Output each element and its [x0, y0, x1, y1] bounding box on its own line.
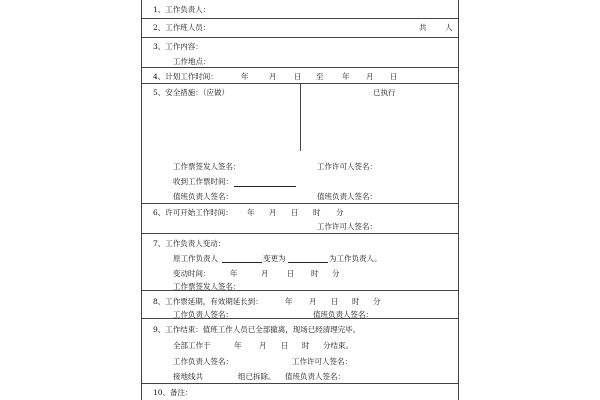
original-leader-label: 原工作负责人: [173, 254, 218, 263]
month-unit: 月: [261, 269, 269, 278]
year-unit: 年: [342, 72, 350, 81]
duty-sign-label: 值班负责人签名：: [285, 372, 345, 381]
minute-unit: 分结束。: [323, 341, 353, 350]
work-ticket-form: [141, 0, 459, 400]
minute-unit: 分: [336, 208, 344, 217]
hour-unit: 时: [311, 269, 319, 278]
crew-total-suffix: 人: [445, 23, 453, 32]
row-divider: [142, 18, 458, 19]
row-divider: [142, 67, 458, 68]
work-crew-label: 2、工作班人员：: [153, 23, 211, 32]
duty-sign-label: 值班负责人签名：: [313, 310, 373, 319]
hour-unit: 时: [313, 208, 321, 217]
received-time-line: [234, 186, 296, 187]
issuer-sign-label: 工作票签发人签名：: [173, 162, 241, 171]
extension-label: 8、工作票延期，有效期延长到：: [153, 297, 263, 306]
work-end-label: 9、工作结束：值班工作人员已全部撤离，现场已经清理完毕。: [153, 325, 361, 334]
year-unit: 年: [234, 341, 242, 350]
month-unit: 月: [309, 297, 317, 306]
minute-unit: 分: [373, 297, 381, 306]
safety-measures-label: 5、安全措施：（应做）: [153, 88, 230, 97]
work-content-label: 3、工作内容：: [153, 42, 203, 51]
year-unit: 年: [230, 269, 238, 278]
year-unit: 年: [285, 297, 293, 306]
day-unit: 日: [287, 269, 295, 278]
column-divider: [300, 83, 301, 151]
permit-start-label: 6、许可开始工作时间：: [153, 208, 233, 217]
ground-wire-prefix: 接地线共: [173, 372, 203, 381]
year-unit: 年: [247, 208, 255, 217]
minute-unit: 分: [332, 269, 340, 278]
leader-sign-label: 工作负责人签名：: [173, 310, 233, 319]
crew-total-prefix: 共: [419, 23, 427, 32]
day-unit: 日: [390, 72, 398, 81]
duty-sign-right-label: 值班负责人签名：: [317, 192, 377, 201]
change-time-label: 变动时间：: [173, 269, 211, 278]
to-label: 至: [316, 72, 324, 81]
year-unit: 年: [241, 72, 249, 81]
duty-sign-left-label: 值班负责人签名：: [173, 192, 233, 201]
hour-unit: 时: [302, 341, 310, 350]
new-leader-line: [288, 262, 328, 263]
leader-change-label: 7、工作负责人变动：: [153, 239, 226, 248]
month-unit: 月: [259, 341, 267, 350]
permit-sign-label: 工作许可人签名：: [317, 162, 377, 171]
executed-label: 已执行: [373, 88, 396, 97]
planned-time-label: 4、计划工作时间：: [153, 72, 218, 81]
day-unit: 日: [291, 208, 299, 217]
row-divider: [142, 233, 458, 234]
permit-sign-label: 工作许可人签名：: [292, 357, 352, 366]
work-location-label: 工作地点：: [173, 57, 211, 66]
as-leader-label: 为工作负责人。: [329, 254, 382, 263]
row-divider: [142, 203, 458, 204]
month-unit: 月: [269, 72, 277, 81]
row-divider: [142, 383, 458, 384]
work-leader-label: 1、工作负责人：: [153, 5, 211, 14]
received-time-label: 收到工作票时间：: [173, 177, 233, 186]
original-leader-line: [222, 262, 262, 263]
day-unit: 日: [331, 297, 339, 306]
remarks-label: 10、备注：: [153, 388, 193, 397]
hour-unit: 时: [352, 297, 360, 306]
row-divider: [142, 37, 458, 38]
month-unit: 月: [269, 208, 277, 217]
day-unit: 日: [281, 341, 289, 350]
month-unit: 月: [366, 72, 374, 81]
leader-sign-label: 工作负责人签名：: [173, 357, 233, 366]
all-work-prefix: 全部工作于: [173, 341, 211, 350]
change-to-label: 变更为: [263, 254, 286, 263]
issuer-sign-label: 工作票签发人签名：: [173, 282, 241, 291]
ground-wire-suffix: 组已拆除。: [238, 372, 276, 381]
permit-sign-label: 工作许可人签名：: [317, 222, 377, 231]
day-unit: 日: [294, 72, 302, 81]
